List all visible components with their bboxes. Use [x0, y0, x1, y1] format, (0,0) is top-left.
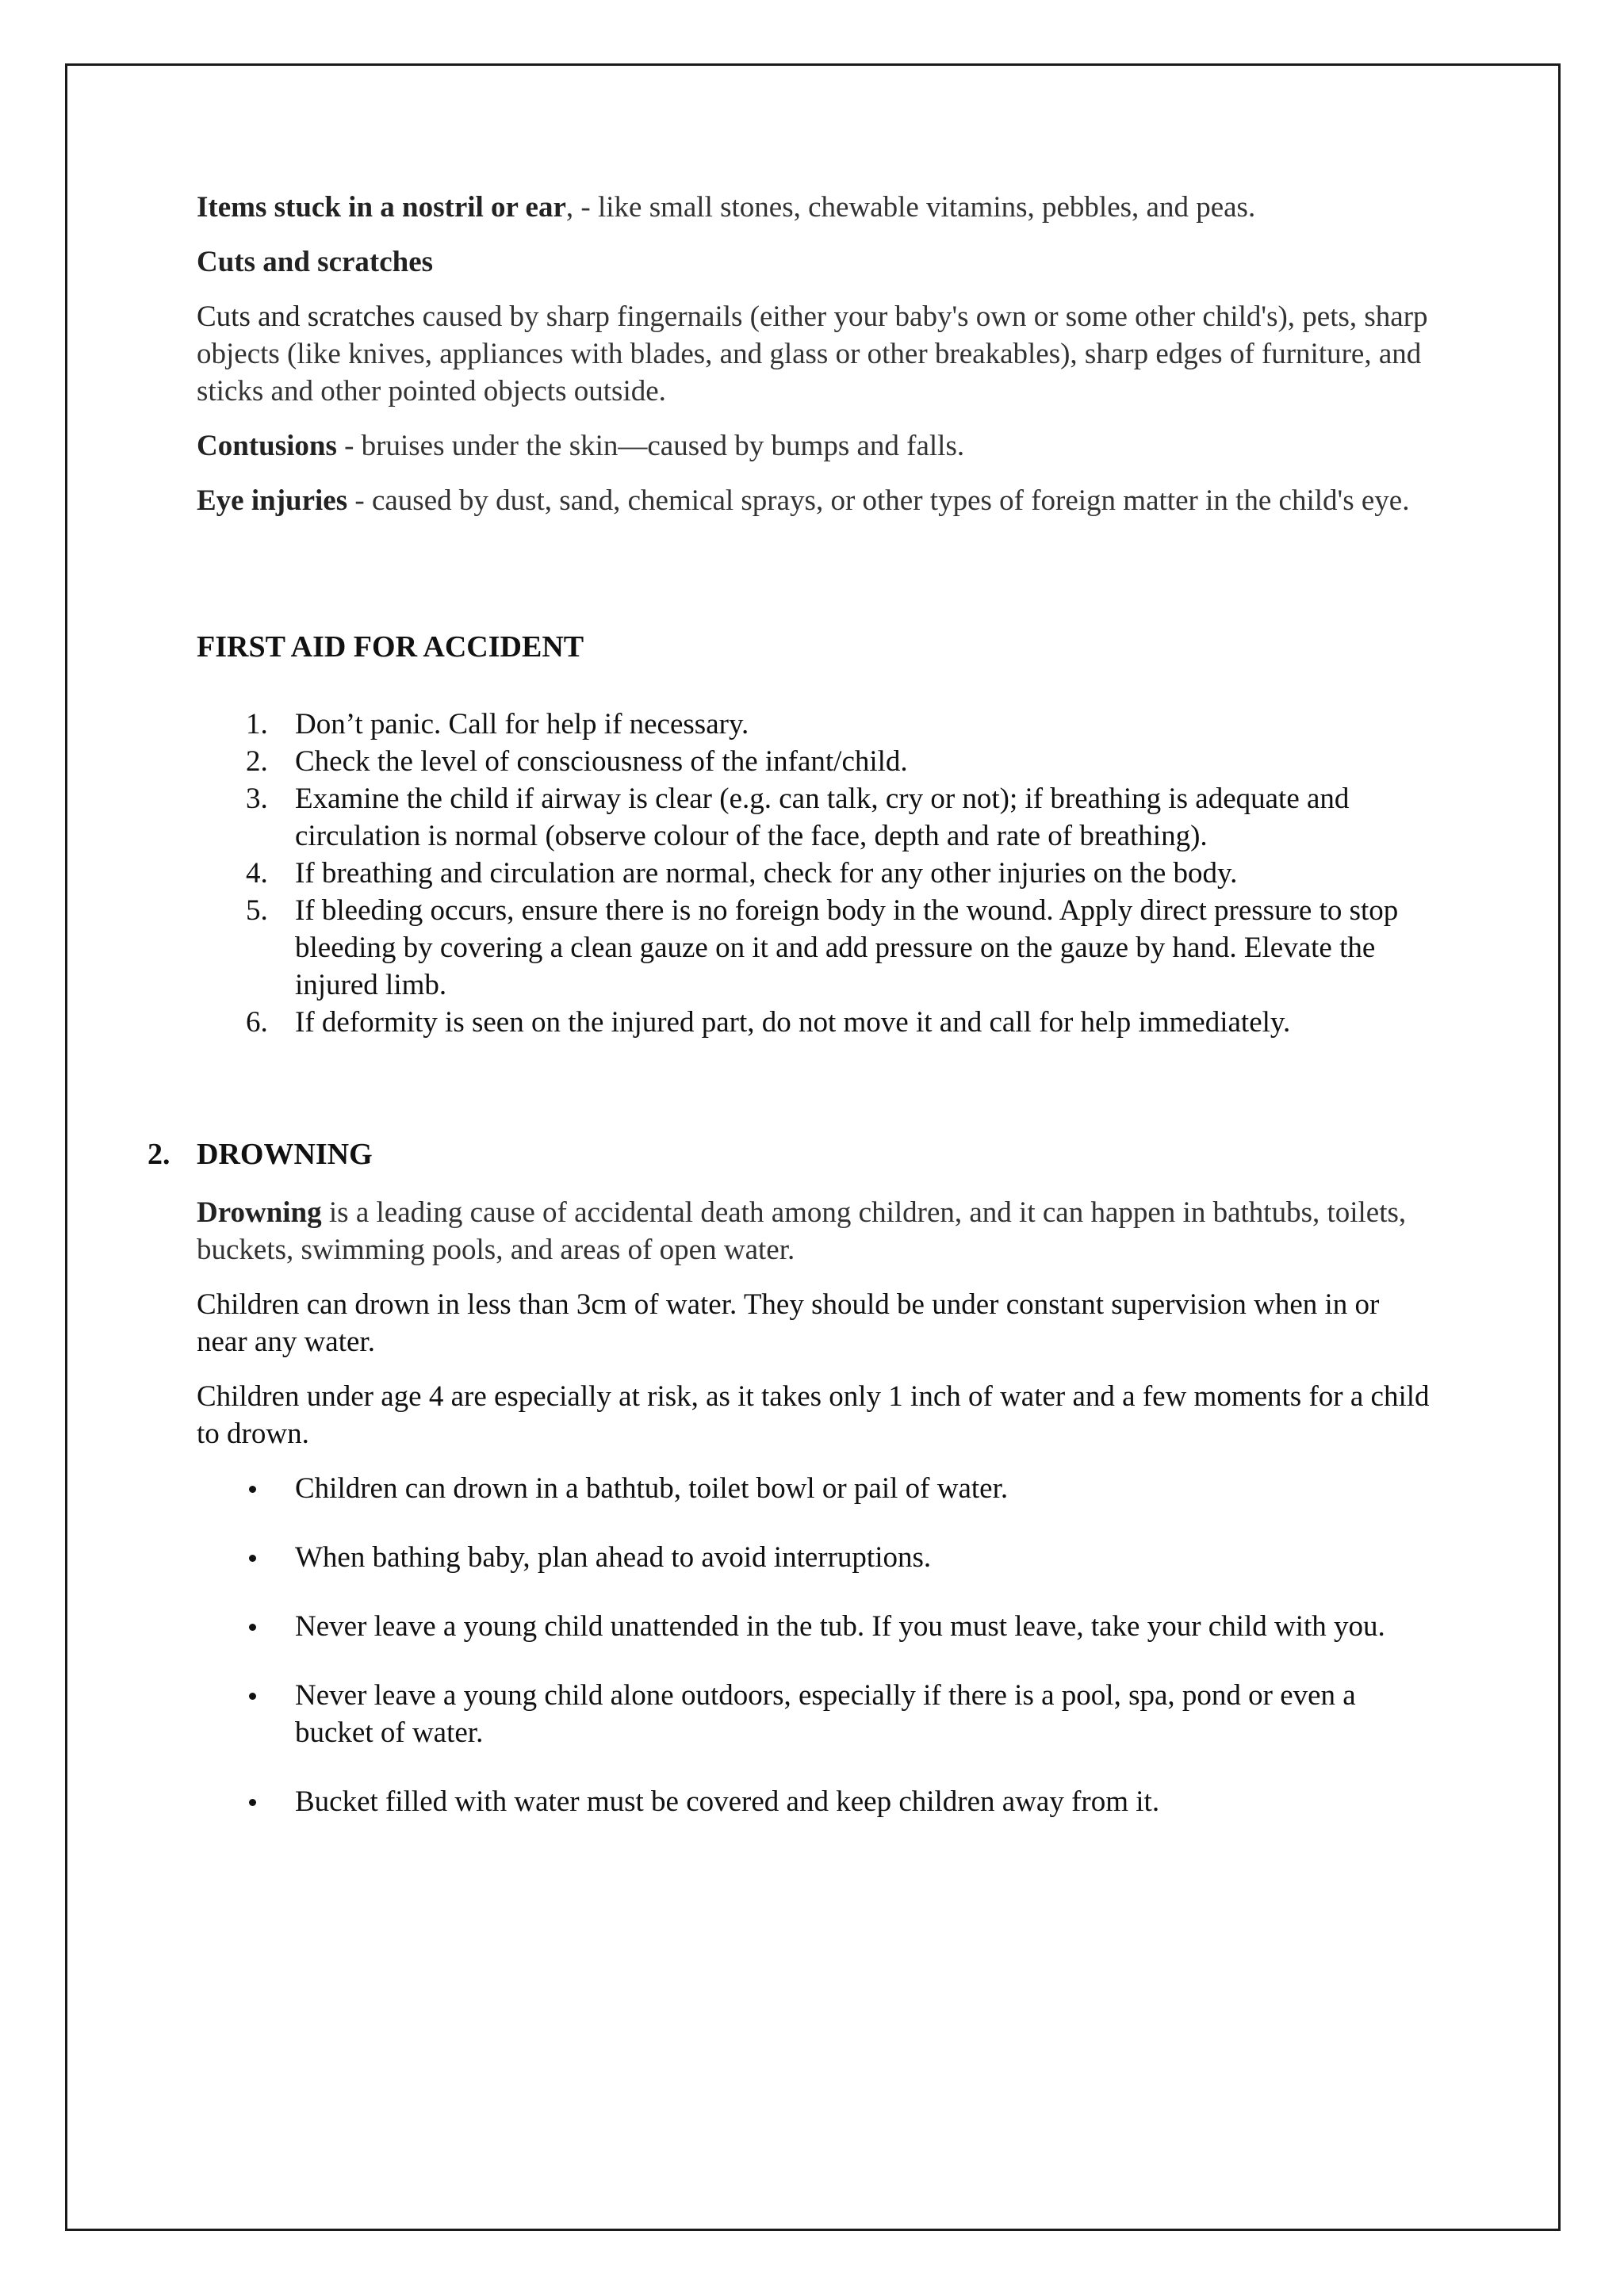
- list-item: [197, 780, 1434, 855]
- step-number: 6.: [246, 1006, 268, 1039]
- contusions-paragraph: [197, 427, 1434, 465]
- eye-injuries-paragraph: [197, 482, 1434, 519]
- bullet-icon: [249, 1799, 256, 1806]
- nostril-paragraph: [197, 189, 1434, 226]
- bullet-text: Bucket filled with water must be covered and keep children away from it.: [295, 1785, 1160, 1818]
- step-number: 4.: [246, 857, 268, 890]
- cuts-heading: Cuts and scratches: [197, 246, 434, 278]
- section-number: 2.: [147, 1138, 170, 1171]
- drowning-text: is a leading cause of accidental death among children, and it can happen in bathtubs, toilets, buckets, swimming pools, and areas of open water.: [197, 1196, 1407, 1266]
- step-number: 2.: [246, 745, 268, 778]
- eye-injuries-text: - caused by dust, sand, chemical sprays, or other types of foreign matter in the child's eye.: [347, 484, 1410, 517]
- list-item: [197, 706, 1434, 743]
- bullet-text: Never leave a young child alone outdoors, especially if there is a pool, spa, pond or even a bucket of water.: [295, 1679, 1356, 1749]
- eye-injuries-lead: Eye injuries: [197, 484, 348, 517]
- section-title: DROWNING: [197, 1138, 373, 1171]
- document-body: [147, 189, 1434, 1852]
- contusions-lead: Contusions: [197, 430, 337, 462]
- step-text: Don’t panic. Call for help if necessary.: [295, 708, 749, 740]
- list-item: [197, 1783, 1434, 1820]
- step-text: If breathing and circulation are normal, check for any other injuries on the body.: [295, 857, 1238, 890]
- contusions-text: - bruises under the skin—caused by bumps and falls.: [336, 430, 965, 462]
- nostril-lead: Items stuck in a nostril or ear: [197, 191, 566, 224]
- drowning-paragraph-3: Children under age 4 are especially at risk, as it takes only 1 inch of water and a few moments for a child to drown.: [197, 1380, 1430, 1450]
- nostril-text: , - like small stones, chewable vitamins, pebbles, and peas.: [565, 191, 1256, 224]
- bullet-text: When bathing baby, plan ahead to avoid interruptions.: [295, 1541, 932, 1574]
- list-item: [197, 1004, 1434, 1041]
- step-number: 5.: [246, 894, 268, 927]
- step-text: If deformity is seen on the injured part, do not move it and call for help immediately.: [295, 1006, 1291, 1039]
- bullet-icon: [249, 1555, 256, 1562]
- bullet-text: Children can drown in a bathtub, toilet bowl or pail of water.: [295, 1472, 1009, 1505]
- list-item: [197, 1608, 1434, 1645]
- drowning-paragraph-1: [197, 1194, 1434, 1269]
- drowning-heading: [147, 1136, 1434, 1173]
- cuts-text: caused by sharp fingernails (either your baby's own or some other child's), pets, sharp objects (like knives, appliances with blades, and glass or other breakables), sharp edges of furniture, and sticks and other pointed objects outside.: [197, 300, 1428, 408]
- bullet-icon: [249, 1486, 256, 1493]
- bullet-text: Never leave a young child unattended in the tub. If you must leave, take your child with you.: [295, 1610, 1385, 1643]
- step-number: 1.: [246, 708, 268, 740]
- drowning-bullets: [197, 1470, 1434, 1820]
- first-aid-steps: [197, 706, 1434, 1041]
- step-number: 3.: [246, 783, 268, 815]
- step-text: Examine the child if airway is clear (e.g. can talk, cry or not); if breathing is adequate and circulation is normal (observe colour of the face, depth and rate of breathing).: [295, 783, 1350, 852]
- cuts-lead: Cuts and scratches: [197, 300, 416, 333]
- list-item: [197, 1470, 1434, 1507]
- first-aid-heading: FIRST AID FOR ACCIDENT: [197, 630, 584, 664]
- list-item: [197, 855, 1434, 892]
- list-item: [197, 743, 1434, 780]
- step-text: If bleeding occurs, ensure there is no foreign body in the wound. Apply direct pressure to stop bleeding by covering a clean gauze on it and add pressure on the gauze by hand. Elevate the injured limb.: [295, 894, 1399, 1001]
- drowning-paragraph-2: Children can drown in less than 3cm of water. They should be under constant supervision when in or near any water.: [197, 1288, 1380, 1358]
- cuts-paragraph: [197, 298, 1434, 410]
- list-item: [197, 1677, 1434, 1751]
- step-text: Check the level of consciousness of the infant/child.: [295, 745, 908, 778]
- bullet-icon: [249, 1624, 256, 1631]
- list-item: [197, 892, 1434, 1004]
- bullet-icon: [249, 1693, 256, 1700]
- drowning-lead: Drowning: [197, 1196, 322, 1229]
- list-item: [197, 1539, 1434, 1576]
